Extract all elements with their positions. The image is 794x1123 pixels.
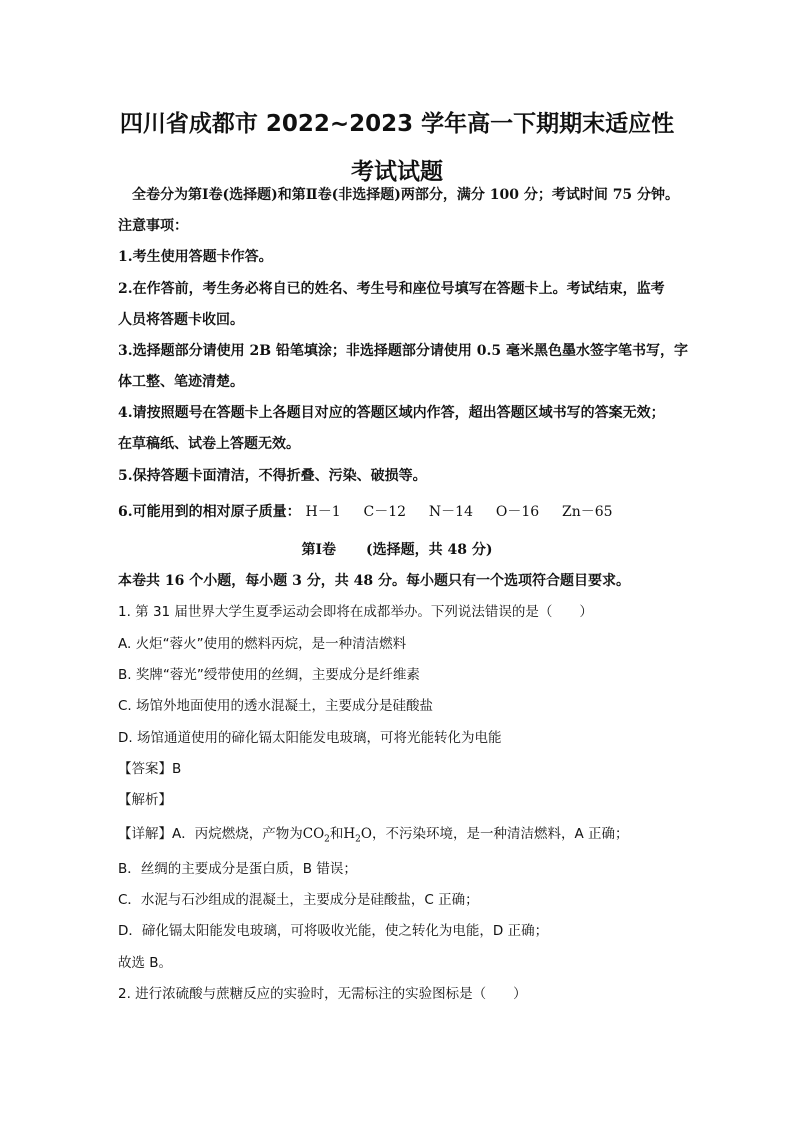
notes-header: 注意事项： [118,218,188,234]
page-title: 四川省成都市 2022~2023 学年高一下期期末适应性考试试题 [119,111,675,185]
note-line: 3.选择题部分请使用 2B 铅笔填涂；非选择题部分请使用 0.5 毫米黑色墨水签字笔书写，字 [118,343,689,359]
atomic-mass-item: N－14 [428,504,473,520]
section-name: 第Ⅰ卷 [301,542,337,558]
question-2-stem: 2. 进行浓硫酸与蔗糖反应的实验时，无需标注的实验图标是（ ） [118,986,527,1002]
detail-and: 和 [329,826,344,842]
explain-line: B．丝绸的主要成分是蛋白质，B 错误； [118,861,357,877]
question-1-option-a: A. 火炬“蓉火”使用的燃料丙烷，是一种清洁燃料 [118,636,407,652]
explain-line: 故选 B。 [118,955,173,971]
atomic-mass-label: 6.可能用到的相对原子质量： [118,504,301,520]
formula-h2o: $H_2O$ [343,826,372,845]
detail-prefix: 【详解】A．丙烷燃烧，产物为 [118,826,303,842]
note-line: 2.在作答前，考生务必将自已的姓名、考生号和座位号填写在答题卡上。考试结束，监考 [118,281,665,297]
atomic-mass-item: O－16 [495,504,540,520]
note-line: 4.请按照题号在答题卡上各题目对应的答题区域内作答，超出答题区域书写的答案无效； [118,405,665,421]
explain-line: C．水泥与石沙组成的混凝土，主要成分是硅酸盐，C 正确； [118,892,479,908]
question-1-option-d: D. 场馆通道使用的碲化镉太阳能发电玻璃，可将光能转化为电能 [118,730,502,746]
atomic-mass-item: Zn－65 [562,504,613,520]
note-line: 在草稿纸、试卷上答题无效。 [118,436,300,452]
formula-co2: $CO_2$ [302,826,330,845]
atomic-mass-item: H－1 [305,504,341,520]
note-line: 体工整、笔迹清楚。 [118,374,244,390]
note-line: 人员将答题卡收回。 [118,312,244,328]
explain-line: D．碲化镉太阳能发电玻璃，可将吸收光能，使之转化为电能，D 正确； [118,923,549,939]
detail-suffix: ，不污染环境，是一种清洁燃料，A 正确； [371,826,629,842]
atomic-mass-line [118,501,631,523]
question-1-answer: 【答案】B [118,761,182,777]
question-1-stem: 1. 第 31 届世界大学生夏季运动会即将在成都举办。下列说法错误的是（ ） [118,604,593,620]
note-line: 5.保持答题卡面清洁，不得折叠、污染、破损等。 [118,468,427,484]
question-1-analysis-header: 【解析】 [118,792,172,808]
question-1-option-c: C. 场馆外地面使用的透水混凝土，主要成分是硅酸盐 [118,698,434,714]
exam-intro: 全卷分为第Ⅰ卷(选择题)和第Ⅱ卷(非选择题)两部分，满分 100 分；考试时间 75 分钟。 [132,187,680,203]
section-desc: (选择题，共 48 分) [366,542,493,558]
question-1-option-b: B. 奖牌“蓉光”绶带使用的丝绸，主要成分是纤维素 [118,667,420,683]
section-heading [0,539,794,561]
note-line: 1.考生使用答题卡作答。 [118,249,273,265]
question-1-detail [118,823,629,851]
section-instruction: 本卷共 16 个小题，每小题 3 分，共 48 分。每小题只有一个选项符合题目要求。 [118,573,630,589]
atomic-mass-item: C－12 [363,504,407,520]
